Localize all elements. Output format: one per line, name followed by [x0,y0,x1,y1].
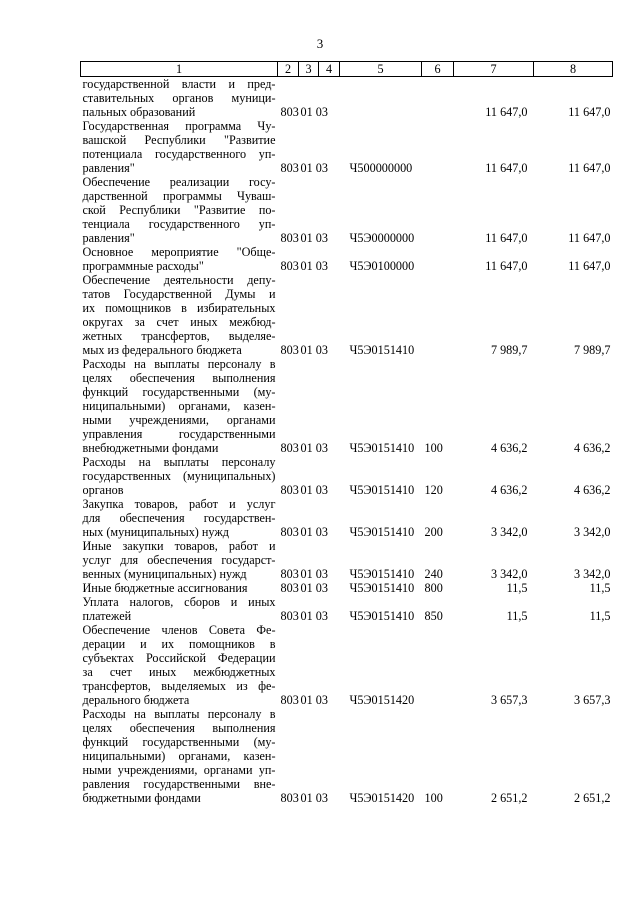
section-code: 01 03 [300,231,328,245]
target-article: Ч5Э0151410 [349,525,415,539]
ministry-code: 803 [280,791,299,805]
target-article: Ч5Э0151410 [349,441,415,455]
header-cell-8: 8 [534,62,613,77]
description-line: дарственной программы Чуваш- [82,189,276,203]
amount-year-1: 11 647,0 [485,161,528,175]
ministry-code: 803 [280,343,299,357]
section-code: 01 03 [300,791,328,805]
table-row [81,539,613,581]
description-line: татов Государственной Думы и [82,287,276,301]
table-row [81,273,613,357]
description-line: государственных (муниципальных) [82,469,276,483]
expense-type [422,245,454,273]
section-code: 01 03 [300,693,328,707]
description-line: вашской Республики "Развитие [82,133,276,147]
section-code: 01 03 [300,259,328,273]
amount-year-2: 11,5 [589,581,611,595]
target-article: Ч5Э0000000 [349,231,415,245]
amount-year-1: 2 651,2 [490,791,528,805]
amount-year-2: 11,5 [589,609,611,623]
section-code: 01 03 [300,161,328,175]
amount-year-2: 7 989,7 [573,343,611,357]
description-line: Закупка товаров, работ и услуг [82,497,276,511]
row-description [81,119,278,175]
header-cell-1: 1 [81,62,278,77]
amount-year-2: 11 647,0 [568,105,611,119]
ministry-code: 803 [280,567,299,581]
header-row [81,62,613,77]
description-line: внебюджетными фондами [82,441,219,455]
description-line: ных (муниципальных) нужд [82,525,229,539]
description-line: трансфертов, выделяемых из фе- [82,679,276,693]
description-line: платежей [82,609,132,623]
table-row [81,119,613,175]
row-description [81,539,278,581]
header-cell-5: 5 [340,62,422,77]
amount-year-2: 4 636,2 [573,441,611,455]
description-line: целях обеспечения выполнения [82,721,276,735]
table-header [81,62,613,77]
target-article: Ч5Э0100000 [349,259,415,273]
section-code: 01 03 [300,441,328,455]
row-description [81,175,278,245]
amount-year-1: 11,5 [506,581,528,595]
amount-year-1: 11 647,0 [485,231,528,245]
target-article: Ч5Э0151420 [349,791,415,805]
ministry-code: 803 [280,525,299,539]
table-row [81,707,613,805]
description-line: Обеспечение реализации госу- [82,175,276,189]
section-code: 01 03 [300,483,328,497]
amount-year-1: 11 647,0 [485,259,528,273]
amount-year-2: 3 342,0 [573,567,611,581]
section-code: 01 03 [300,343,328,357]
row-description [81,497,278,539]
ministry-code: 803 [280,581,299,595]
section-code: 01 03 [300,567,328,581]
description-line: для обеспечения государствен- [82,511,276,525]
header-cell-6: 6 [422,62,454,77]
description-line: округах за счет иных межбюд- [82,315,276,329]
amount-year-2: 2 651,2 [573,791,611,805]
table-body [81,77,613,806]
description-line: их помощников в избирательных [82,301,276,315]
row-description [81,581,278,595]
expense-type: 100 [424,441,443,455]
amount-year-2: 11 647,0 [568,161,611,175]
description-line: ской Республики "Развитие по- [82,203,276,217]
ministry-code: 803 [280,231,299,245]
amount-year-1: 11,5 [506,609,528,623]
expense-type: 120 [424,483,443,497]
expense-type [422,119,454,175]
ministry-code: 803 [280,441,299,455]
amount-year-1: 3 342,0 [490,567,528,581]
table-row [81,623,613,707]
budget-table-container [80,61,612,805]
expense-type [422,273,454,357]
description-line: равления" [82,231,135,245]
target-article: Ч5Э0151410 [349,567,415,581]
row-description [81,357,278,455]
header-cell-2: 2 [278,62,299,77]
description-line: функций государственными (му- [82,735,276,749]
amount-year-1: 3 657,3 [490,693,528,707]
description-line: субъектах Российской Федерации [82,651,276,665]
row-description [81,77,278,120]
row-description [81,707,278,805]
header-cell-7: 7 [454,62,534,77]
target-article: Ч5Э0151410 [349,483,415,497]
description-line: пальных образований [82,105,196,119]
target-article: Ч5Э0151420 [349,693,415,707]
description-line: дерации и их помощников в [82,637,276,651]
section-code: 01 03 [300,105,328,119]
amount-year-1: 7 989,7 [490,343,528,357]
description-line: дерального бюджета [82,693,190,707]
description-line: Расходы на выплаты персоналу в [82,357,276,371]
description-line: потенциала государственного уп- [82,147,276,161]
ministry-code: 803 [280,609,299,623]
amount-year-2: 3 342,0 [573,525,611,539]
header-cell-4: 4 [319,62,340,77]
description-line: Обеспечение членов Совета Фе- [82,623,276,637]
budget-table [80,61,613,805]
row-description [81,273,278,357]
amount-year-2: 11 647,0 [568,259,611,273]
row-description [81,623,278,707]
expense-type [422,175,454,245]
description-line: услуг для обеспечения государст- [82,553,276,567]
description-line: целях обеспечения выполнения [82,371,276,385]
description-line: ными учреждениями, органами [82,413,276,427]
row-description [81,455,278,497]
target-article: Ч5Э0151410 [349,343,415,357]
description-line: Расходы на выплаты персоналу в [82,707,276,721]
ministry-code: 803 [280,483,299,497]
description-line: равления" [82,161,135,175]
table-row [81,357,613,455]
amount-year-1: 3 342,0 [490,525,528,539]
expense-type: 800 [424,581,443,595]
description-line: за счет иных межбюджетных [82,665,276,679]
description-line: ными учреждениями, органами уп- [82,763,276,777]
description-line: Иные закупки товаров, работ и [82,539,276,553]
expense-type [422,77,454,120]
amount-year-2: 11 647,0 [568,231,611,245]
description-line: тенциала государственного уп- [82,217,276,231]
description-line: ниципальными) органами, казен- [82,399,276,413]
description-line: Государственная программа Чу- [82,119,276,133]
table-row [81,595,613,623]
header-cell-3: 3 [299,62,319,77]
section-code: 01 03 [300,525,328,539]
amount-year-1: 4 636,2 [490,441,528,455]
section-code: 01 03 [300,581,328,595]
description-line: Расходы на выплаты персоналу [82,455,276,469]
expense-type: 200 [424,525,443,539]
description-line: венных (муниципальных) нужд [82,567,247,581]
table-row [81,497,613,539]
section-code: 01 03 [300,609,328,623]
table-row [81,245,613,273]
table-row [81,455,613,497]
row-description [81,595,278,623]
ministry-code: 803 [280,259,299,273]
description-line: программные расходы" [82,259,204,273]
page-number: 3 [316,36,324,51]
target-article: Ч5Э0151410 [349,581,415,595]
description-line: функций государственными (му- [82,385,276,399]
amount-year-2: 3 657,3 [573,693,611,707]
description-line: ниципальными) органами, казен- [82,749,276,763]
ministry-code: 803 [280,105,299,119]
description-line: Основное мероприятие "Обще- [82,245,276,259]
amount-year-1: 11 647,0 [485,105,528,119]
description-line: Уплата налогов, сборов и иных [82,595,276,609]
table-row [81,175,613,245]
description-line: ставительных органов муници- [82,91,276,105]
row-description [81,245,278,273]
expense-type: 240 [424,567,443,581]
expense-type [422,623,454,707]
ministry-code: 803 [280,161,299,175]
description-line: управления государственными [82,427,276,441]
expense-type: 850 [424,609,443,623]
description-line: Иные бюджетные ассигнования [82,581,248,595]
description-line: государственной власти и пред- [82,77,276,91]
target-article: Ч500000000 [349,161,413,175]
description-line: жетных трансфертов, выделяе- [82,329,276,343]
expense-type: 100 [424,791,443,805]
table-row [81,77,613,120]
description-line: равления государственными вне- [82,777,276,791]
amount-year-1: 4 636,2 [490,483,528,497]
amount-year-2: 4 636,2 [573,483,611,497]
target-article: Ч5Э0151410 [349,609,415,623]
table-row [81,581,613,595]
target-article [340,77,422,120]
description-line: мых из федерального бюджета [82,343,242,357]
description-line: органов [82,483,124,497]
description-line: Обеспечение деятельности депу- [82,273,276,287]
ministry-code: 803 [280,693,299,707]
description-line: бюджетными фондами [82,791,201,805]
